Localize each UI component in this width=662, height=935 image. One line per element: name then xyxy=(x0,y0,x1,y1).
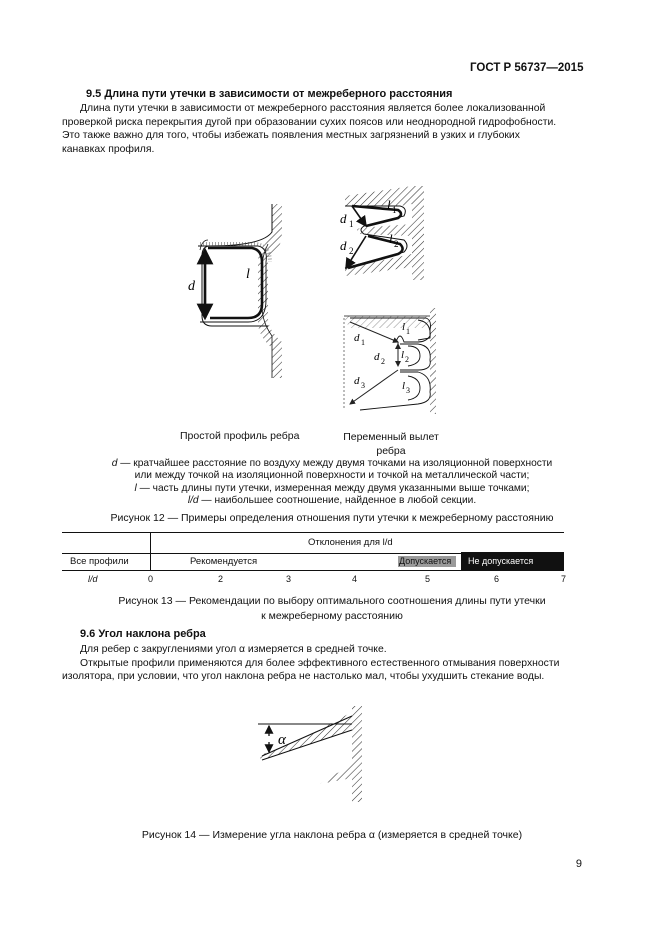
para-line-3: Это также важно для того, чтобы избежать появления местных загрязнений в узких и глубоких xyxy=(62,130,520,142)
row-label-all-profiles: Все профили xyxy=(70,556,129,567)
label-d1-sub: 1 xyxy=(349,219,354,229)
label-d: d xyxy=(188,279,195,294)
legend-l xyxy=(62,483,602,495)
s96-line-2: Открытые профили применяются для более эффективного естественного отмывания поверхности xyxy=(80,657,560,669)
label-l1-sub: 1 xyxy=(392,205,397,215)
figure-14-caption: Рисунок 14 — Измерение угла наклона ребра α (измеряется в средней точке) xyxy=(141,829,523,841)
zone-not-acceptable: Не допускается xyxy=(468,556,534,566)
label-b-d3: d xyxy=(354,375,360,387)
label-b-l3-sub: 3 xyxy=(406,386,410,395)
label-b-l2: l xyxy=(401,349,405,361)
zone-recommended: Рекомендуется xyxy=(190,556,258,567)
figure-13-caption xyxy=(62,594,602,624)
caption-alt-line-1: Переменный вылет xyxy=(343,431,439,443)
legend-d xyxy=(62,458,602,470)
fig13-caption-line-1: Рисунок 13 — Рекомендации по выбору оптимального соотношения длины пути утечки xyxy=(118,595,546,607)
label-b-d1: d xyxy=(354,332,360,344)
label-alpha: α xyxy=(278,732,286,748)
label-l2-sub: 2 xyxy=(394,239,399,249)
label-b-l2-sub: 2 xyxy=(405,355,409,364)
section-9-6-title: 9.6 Угол наклона ребра xyxy=(80,628,206,640)
ribbed-profile xyxy=(342,308,436,414)
label-d2-sub: 2 xyxy=(349,246,354,256)
section-9-5-title: 9.5 Длина пути утечки в зависимости от межреберного расстояния xyxy=(86,88,453,100)
label-d2: d xyxy=(340,238,347,253)
label-l2: l xyxy=(389,231,393,246)
para-line-2: проверкой риска перекрытия дугой при образовании сухих поясов или неоднородной гидрофобности. xyxy=(62,116,557,128)
figure-12-legend xyxy=(62,458,602,508)
axis-label-ld: l/d xyxy=(88,574,98,584)
label-b-l1: l xyxy=(402,321,406,333)
axis-tick-3: 3 xyxy=(286,574,292,584)
label-l: l xyxy=(246,267,250,282)
s96-line-1: Для ребер с закруглениями угол α измеряется в средней точке. xyxy=(80,644,387,655)
figure-12-caption: Рисунок 12 — Примеры определения отношения пути утечки к межреберному расстоянию xyxy=(110,512,554,524)
para-line-4: канавках профиля. xyxy=(62,143,155,155)
label-b-d2-sub: 2 xyxy=(381,357,385,366)
label-b-l3: l xyxy=(402,380,406,392)
caption-simple-profile: Простой профиль ребра xyxy=(180,430,300,442)
caption-alternating-profile xyxy=(336,430,446,458)
legend-l-sym: l xyxy=(134,482,137,494)
section-9-6-paragraph xyxy=(62,643,592,684)
axis-tick-6: 6 xyxy=(494,574,500,584)
s96-line-3: изолятора, при условии, что угол наклона ребра не настолько мал, чтобы ухудшить стекание воды. xyxy=(62,671,545,683)
label-b-d1-sub: 1 xyxy=(361,338,365,347)
axis-tick-4: 4 xyxy=(352,574,358,584)
standard-code: ГОСТ Р 56737—2015 xyxy=(470,62,584,74)
fig13-caption-line-2: к межреберному расстоянию xyxy=(261,610,403,622)
legend-l-text: — часть длины пути утечки, измеренная между двумя указанными выше точками; xyxy=(136,482,530,494)
para-line-1: Длина пути утечки в зависимости от межреберного расстояния является более локализованной xyxy=(80,103,546,114)
figure-13-table xyxy=(62,532,567,586)
axis-tick-7: 7 xyxy=(561,574,567,584)
label-b-l1-sub: 1 xyxy=(406,327,410,336)
legend-d-text: — кратчайшее расстояние по воздуху между двумя точками на изоляционной поверхности xyxy=(117,458,553,469)
zone-acceptable: Допускается xyxy=(399,556,452,566)
page-number: 9 xyxy=(575,858,582,870)
legend-ld-sym: l/d xyxy=(187,495,199,507)
label-d1: d xyxy=(340,211,347,226)
label-b-d3-sub: 3 xyxy=(361,381,365,390)
axis-tick-0: 0 xyxy=(148,574,154,584)
legend-d-sym: d xyxy=(111,458,118,469)
axis-tick-2: 2 xyxy=(218,574,224,584)
label-l1: l xyxy=(387,197,391,212)
simple-rib-profile xyxy=(198,204,282,378)
legend-d-cont: или между точкой на изоляционной поверхности и точкой на металлической части; xyxy=(134,470,530,482)
caption-alt-line-2: ребра xyxy=(376,445,406,457)
figure-14-drawing xyxy=(258,706,362,802)
table-header-deviations: Отклонения для l/d xyxy=(308,537,393,548)
axis-tick-5: 5 xyxy=(425,574,431,584)
label-b-d2: d xyxy=(374,351,380,363)
legend-ld xyxy=(62,495,602,507)
legend-ld-text: — наибольшее соотношение, найденное в любой секции. xyxy=(198,495,477,507)
alternating-sheds-profile xyxy=(345,186,424,280)
